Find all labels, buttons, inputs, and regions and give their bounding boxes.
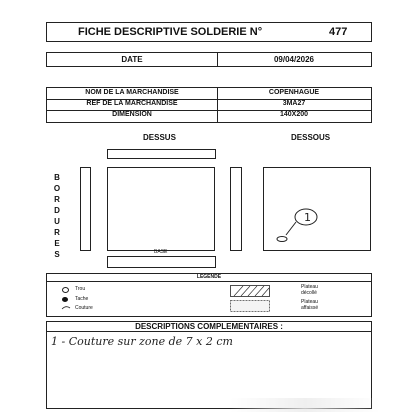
legend-box (46, 273, 372, 317)
base-label: BASE (154, 249, 168, 255)
product-dimension-value: 140X200 (279, 111, 309, 118)
descriptions-text: 1 - Couture sur zone de 7 x 2 cm (51, 335, 233, 348)
stain-icon (62, 297, 68, 302)
left-border-strip (80, 167, 91, 251)
legend-detached-label: Plateau décollé (301, 284, 318, 296)
form-title: FICHE DESCRIPTIVE SOLDERIE N° (78, 26, 263, 38)
scan-smudge (230, 398, 380, 412)
right-border-strip (230, 167, 242, 251)
date-value: 09/04/2026 (273, 55, 315, 64)
header-box (46, 22, 372, 42)
defect-marker (270, 207, 320, 247)
legend-hole-label: Trou (75, 286, 86, 292)
descriptions-box (46, 321, 372, 409)
product-table (46, 87, 372, 123)
legend-sagged-label: Plateau affaissé (301, 299, 319, 311)
seam-icon (61, 305, 71, 310)
product-name-label: NOM DE LA MARCHANDISE (85, 89, 179, 96)
defect-marker-leader (286, 222, 296, 235)
date-label: DATE (121, 55, 143, 64)
borders-label: BORDURES (53, 173, 61, 259)
legend-title: LEGENDE (196, 274, 222, 280)
hatched-area-icon (230, 285, 270, 297)
date-box (46, 52, 372, 67)
hole-icon (62, 287, 69, 293)
legend-seam-label: Couture (75, 305, 93, 311)
product-ref-label: REF DE LA MARCHANDISE (86, 100, 178, 107)
product-ref-value: 3MA27 (282, 100, 306, 107)
defect-marker-number: 1 (304, 211, 311, 224)
bottom-border-strip (107, 256, 216, 268)
legend-stain-label: Tache (75, 296, 89, 302)
descriptions-title: DESCRIPTIONS COMPLEMENTAIRES : (135, 322, 283, 331)
top-border-strip (107, 149, 216, 159)
top-view-panel (107, 167, 215, 251)
form-number: 477 (329, 26, 348, 38)
product-name-value: COPENHAGUE (268, 89, 320, 96)
product-dimension-label: DIMENSION (112, 111, 152, 118)
bottom-side-label: DESSOUS (291, 133, 331, 142)
seam-mark (277, 237, 287, 242)
top-side-label: DESSUS (143, 133, 176, 142)
dotted-area-icon (230, 300, 270, 312)
